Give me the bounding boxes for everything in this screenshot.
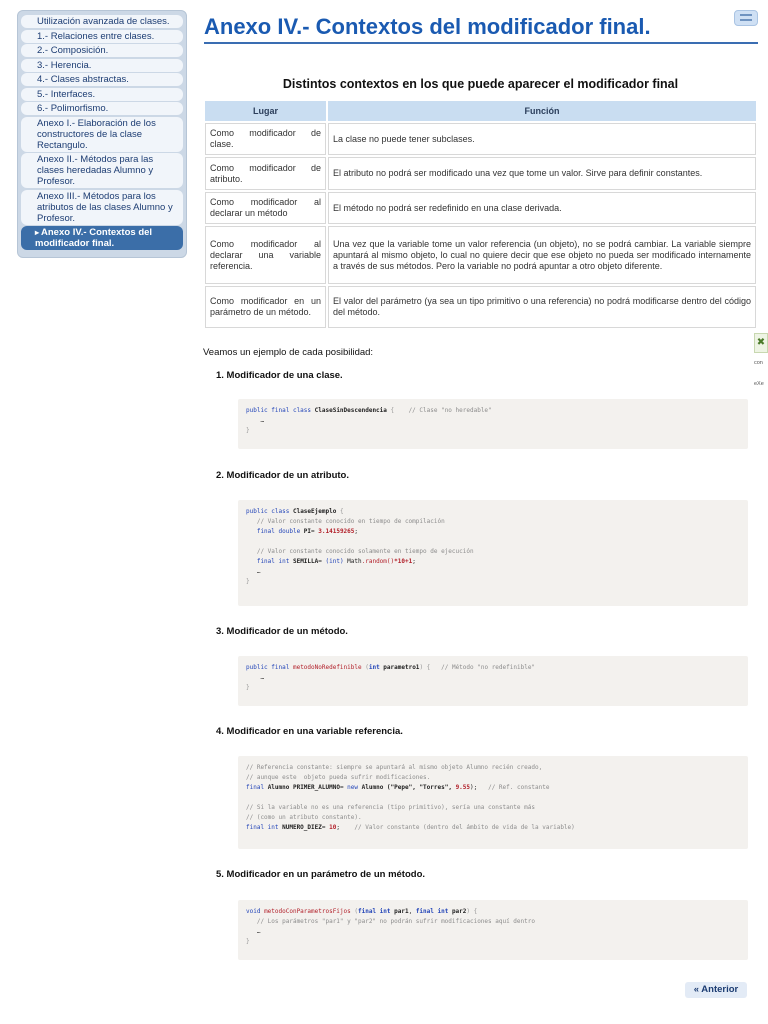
- sidebar-item-anexo-2[interactable]: Anexo II.- Métodos para las clases heredadas Alumno y Profesor.: [21, 153, 183, 188]
- sidebar-item-label: Anexo IV.- Contextos del modificador final.: [35, 227, 153, 249]
- code-block: [238, 399, 748, 449]
- column-header-funcion: Función: [328, 101, 756, 121]
- code-block: [238, 900, 748, 960]
- code-token: ;: [354, 528, 359, 535]
- code-token: …: [246, 568, 261, 575]
- code-token: parametro1: [379, 664, 420, 671]
- code-token: =: [339, 784, 348, 791]
- code-token: =: [318, 558, 326, 565]
- code-token: (: [350, 908, 358, 915]
- code-comment: // Los parámetros "par1" y "par2" no podrán sufrir modificaciones aquí dentro: [246, 918, 535, 925]
- example-heading: 4. Modificador en una variable referencia.: [216, 726, 403, 737]
- tools-icon: ✖: [756, 337, 766, 348]
- code-token: Alumno (: [358, 784, 391, 791]
- table-row: [205, 226, 756, 284]
- code-token: ,: [408, 908, 416, 915]
- code-token: new: [347, 784, 359, 791]
- sidebar-item-relaciones[interactable]: 1.- Relaciones entre clases.: [21, 30, 183, 43]
- code-token: metodoConParametrosFijos: [264, 908, 351, 915]
- example-heading: 5. Modificador en un parámetro de un método.: [216, 869, 426, 880]
- sidebar-item-composicion[interactable]: 2.- Composición.: [21, 44, 183, 57]
- code-token: SEMILLA: [292, 558, 319, 565]
- code-token: {: [336, 508, 344, 515]
- sidebar-item-clases-abstractas[interactable]: 4.- Clases abstractas.: [21, 73, 183, 86]
- cell-lugar: Como modificador de clase.: [205, 123, 326, 155]
- cell-lugar: Como modificador al declarar una variable referencia.: [205, 226, 326, 284]
- cell-funcion: El método no podrá ser redefinido en una clase derivada.: [328, 192, 756, 224]
- code-token: .random(): [361, 558, 395, 565]
- code-token: ;: [412, 558, 416, 565]
- code-block: [238, 656, 748, 706]
- code-token: (: [361, 664, 369, 671]
- code-comment: // (como un atributo constante).: [246, 814, 362, 821]
- table-row: [205, 286, 756, 328]
- code-token: =: [311, 528, 319, 535]
- exe-widget-text: eXe: [754, 381, 764, 387]
- cell-funcion: El valor del parámetro (ya sea un tipo primitivo o una referencia) no podrá modificarse dentro del código del método.: [328, 286, 756, 328]
- code-token: Math: [343, 558, 362, 565]
- table-caption: Distintos contextos en los que puede aparecer el modificador final: [282, 77, 679, 91]
- code-token: public final class: [246, 407, 315, 414]
- code-token: ClaseSinDescendencia: [314, 407, 387, 414]
- code-token: PI: [303, 528, 312, 535]
- code-token: ClaseEjemplo: [292, 508, 337, 515]
- code-comment: // Valor constante conocido en tiempo de compilación: [246, 518, 445, 525]
- code-token: }: [246, 578, 250, 585]
- contexts-table: [203, 99, 758, 330]
- example-heading: 1. Modificador de una clase.: [216, 370, 343, 381]
- code-number: 10: [329, 824, 337, 831]
- table-row: [205, 157, 756, 190]
- code-comment: // Referencia constante: siempre se apuntará al mismo objeto Alumno recién creado,: [246, 764, 543, 771]
- column-header-lugar: Lugar: [205, 101, 326, 121]
- cell-funcion: Una vez que la variable tome un valor referencia (un objeto), no se podrá cambiar. La variable siempre apuntará al mismo objeto, lo cual no quiere decir que ese objeto no pueda ser modificado internamente a través de sus métodos. Pero la variable no podrá apuntar a otro objeto diferente.: [328, 226, 756, 284]
- sidebar-item-anexo-3[interactable]: Anexo III.- Métodos para los atributos de las clases Alumno y Profesor.: [21, 190, 183, 225]
- code-token: …: [246, 674, 265, 681]
- code-comment: // Valor constante (dentro del ámbito de vida de la variable): [339, 824, 575, 831]
- menu-icon-bar: [740, 19, 752, 21]
- code-token: int: [368, 664, 380, 671]
- exe-widget[interactable]: [754, 333, 768, 353]
- code-token: void: [246, 908, 265, 915]
- example-heading: 3. Modificador de un método.: [216, 626, 348, 637]
- intro-text: Veamos un ejemplo de cada posibilidad:: [203, 347, 374, 358]
- sidebar-item-anexo-4[interactable]: [21, 226, 183, 250]
- code-comment: // Clase "no heredable": [394, 407, 492, 414]
- menu-icon: [740, 14, 752, 16]
- page-title: Anexo IV.- Contextos del modificador final.: [204, 14, 651, 39]
- code-token: metodoNoRedefinible: [292, 664, 362, 671]
- code-token: Alumno PRIMER_ALUMNO: [267, 784, 340, 791]
- code-token: public final: [246, 664, 293, 671]
- code-number: *10+1: [394, 558, 413, 565]
- code-token: final int: [246, 558, 293, 565]
- sidebar-nav: [17, 10, 187, 258]
- table-header-row: [205, 101, 756, 121]
- code-token: par2: [448, 908, 467, 915]
- example-heading: 2. Modificador de un atributo.: [216, 470, 349, 481]
- code-token: }: [246, 684, 250, 691]
- code-token: ;: [336, 824, 340, 831]
- code-token: );: [470, 784, 478, 791]
- sidebar-item-anexo-1[interactable]: Anexo I.- Elaboración de los constructores de la clase Rectangulo.: [21, 117, 183, 152]
- code-number: 3.14159265: [318, 528, 355, 535]
- code-token: public class: [246, 508, 293, 515]
- code-number: 9.55: [455, 784, 471, 791]
- sidebar-item-polimorfismo[interactable]: 6.- Polimorfismo.: [21, 102, 183, 115]
- code-token: }: [246, 427, 250, 434]
- code-token: NUMERO_DIEZ: [282, 824, 322, 831]
- previous-page-button[interactable]: « Anterior: [685, 982, 747, 998]
- code-token: …: [246, 417, 265, 424]
- code-token: {: [386, 407, 395, 414]
- sidebar-item-herencia[interactable]: 3.- Herencia.: [21, 59, 183, 72]
- code-comment: // aunque este objeto pueda sufrir modificaciones.: [246, 774, 431, 781]
- code-token: final int: [246, 824, 283, 831]
- code-comment: // Método "no redefinible": [430, 664, 536, 671]
- cell-lugar: Como modificador al declarar un método: [205, 192, 326, 224]
- cell-funcion: La clase no puede tener subclases.: [328, 123, 756, 155]
- code-comment: // Si la variable no es una referencia (tipo primitivo), sería una constante más: [246, 804, 535, 811]
- current-arrow-icon: ▸: [35, 228, 40, 237]
- code-block: [238, 756, 748, 849]
- code-token: ) {: [466, 908, 478, 915]
- title-divider: [204, 42, 758, 44]
- exe-widget-text: con: [754, 360, 763, 366]
- code-comment: // Ref. constante: [477, 784, 550, 791]
- code-token: }: [246, 938, 250, 945]
- code-token: final: [246, 784, 268, 791]
- table-row: [205, 123, 756, 155]
- code-string: "Pepe", "Torres",: [390, 784, 456, 791]
- code-token: (int): [325, 558, 344, 565]
- code-token: …: [246, 928, 261, 935]
- cell-funcion: El atributo no podrá ser modificado una vez que tome un valor. Sirve para definir constantes.: [328, 157, 756, 190]
- code-token: final double: [246, 528, 304, 535]
- code-token: ) {: [419, 664, 431, 671]
- code-comment: // Valor constante conocido solamente en tiempo de ejecución: [246, 548, 474, 555]
- code-block: [238, 500, 748, 606]
- code-token: final int: [358, 908, 391, 915]
- code-token: =: [321, 824, 330, 831]
- table-row: [205, 192, 756, 224]
- cell-lugar: Como modificador de atributo.: [205, 157, 326, 190]
- code-token: par1: [390, 908, 409, 915]
- sidebar-item-interfaces[interactable]: 5.- Interfaces.: [21, 88, 183, 101]
- sidebar-item-utilizacion[interactable]: Utilización avanzada de clases.: [21, 15, 183, 28]
- code-token: final int: [415, 908, 449, 915]
- menu-toggle-button[interactable]: [734, 10, 758, 26]
- cell-lugar: Como modificador en un parámetro de un método.: [205, 286, 326, 328]
